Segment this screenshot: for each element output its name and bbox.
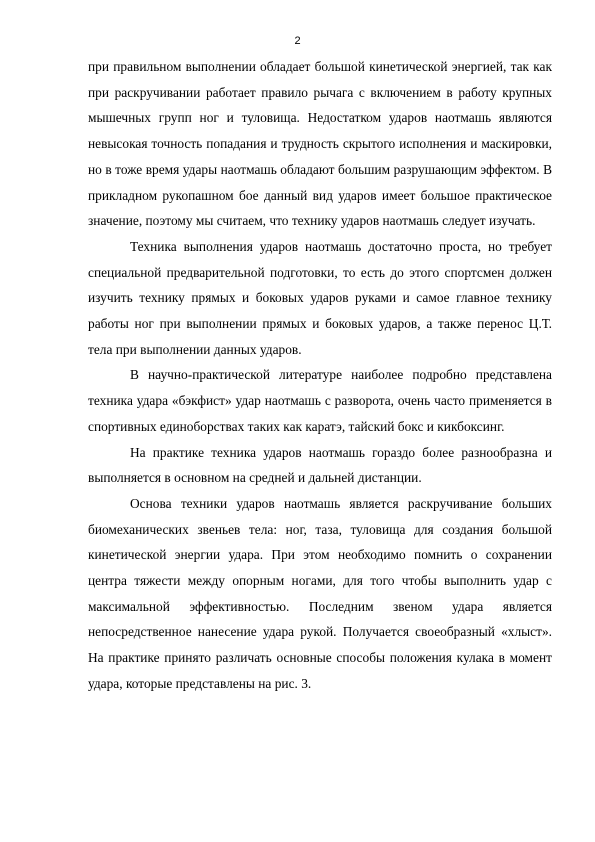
paragraph-3: В научно-практической литературе наиболее подробно представлена техника удара «бэкфист» удар наотмашь с разворота, очень часто применяется в спортивных единоборствах таких как каратэ, тайский бокс и кикбоксинг. bbox=[88, 367, 552, 434]
paragraph-4: На практике техника ударов наотмашь гораздо более разнообразна и выполняется в основном на средней и дальней дистанции. bbox=[88, 444, 552, 486]
body-text bbox=[88, 54, 552, 697]
paragraph-1: при правильном выполнении обладает большой кинетической энергией, так как при раскручивании работает правило рычага с включением в работу крупных мышечных групп ног и туловища. Недостатком ударов наотмашь являются невысокая точность попадания и трудность скрытого исполнения и маскировки, но в тоже время удары наотмашь обладают большим разрушающим эффектом. В прикладном рукопашном бое данный вид ударов имеет большое практическое значение, поэтому мы считаем, что технику ударов наотмашь следует изучать. bbox=[88, 59, 552, 229]
paragraph-2: Техника выполнения ударов наотмашь достаточно проста, но требует специальной предварительной подготовки, то есть до этого спортсмен должен изучить технику прямых и боковых ударов руками и самое главное технику работы ног при выполнении прямых и боковых ударов, а также перенос Ц.Т. тела при выполнении данных ударов. bbox=[88, 238, 552, 357]
paragraph-5: Основа техники ударов наотмашь является раскручивание больших биомеханических звеньев тела: ног, таза, туловища для создания большой кинетической энергии удара. При этом необходимо помнить о сохранении центра тяжести между опорным ногами, для того чтобы выполнить удар с максимальной эффективностью. Последним звеном удара является непосредственное нанесение удара рукой. Получается своеобразный «хлыст». На практике принято различать основные способы положения кулака в момент удара, которые представлены на рис. 3. bbox=[88, 495, 552, 691]
page-number: 2 bbox=[294, 35, 301, 47]
